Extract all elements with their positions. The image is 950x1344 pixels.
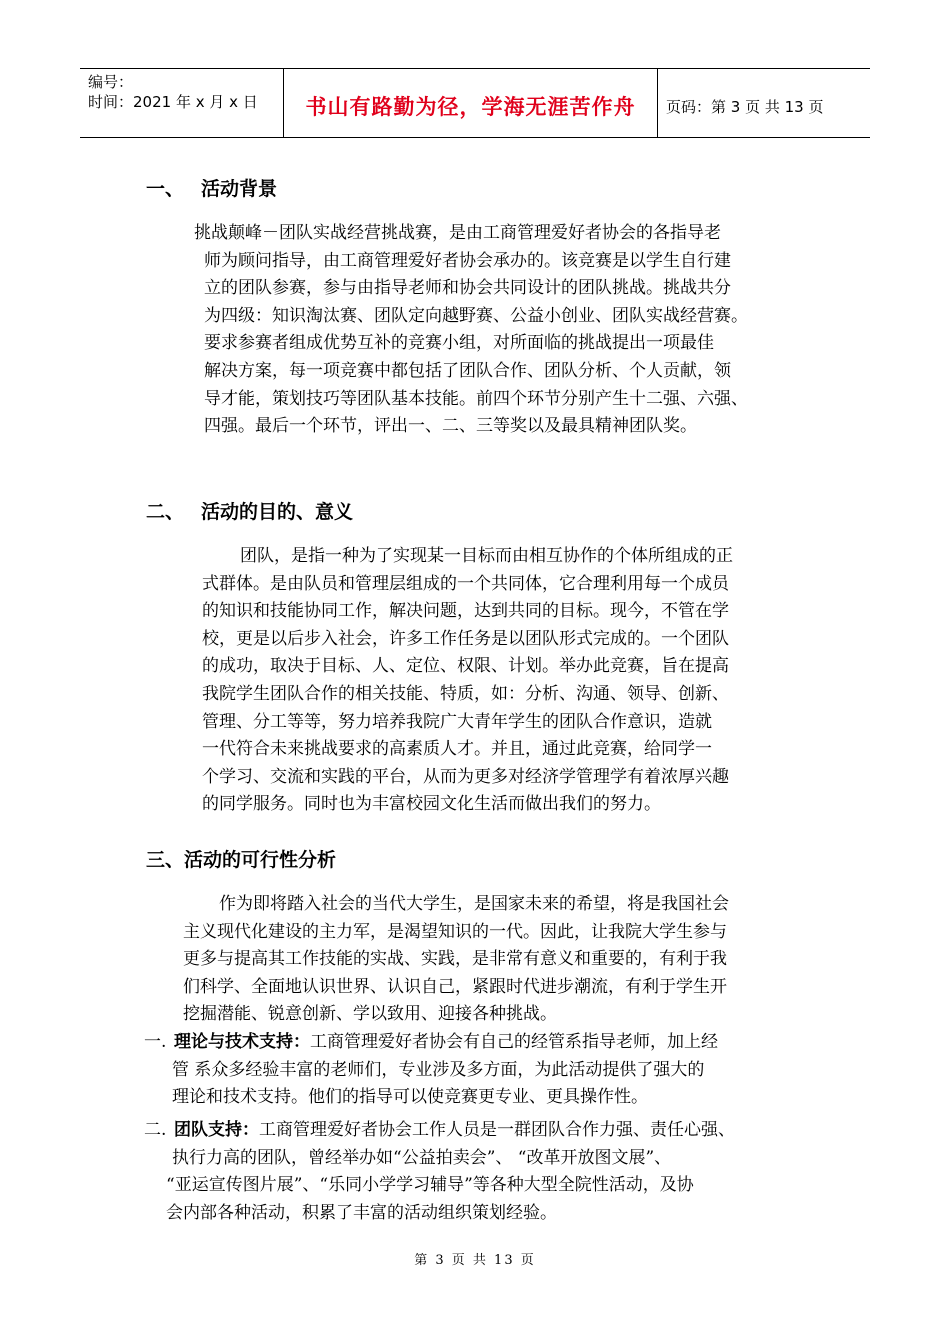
paragraph-line: 的成功，取决于目标、人、定位、权限、计划。举办此竞赛，旨在提高: [202, 656, 729, 677]
document-code-label: 编号：: [88, 73, 134, 91]
paragraph-line: 更多与提高其工作技能的实战、实践，是非常有意义和重要的，有利于我: [183, 949, 727, 970]
section-1-number: 一、: [146, 178, 185, 200]
paragraph-line: 个学习、交流和实践的平台，从而为更多对经济学管理学有着浓厚兴趣: [202, 766, 729, 787]
page-footer: 第 3 页 共 13 页: [414, 1253, 536, 1268]
section-1-title: 活动背景: [201, 178, 278, 200]
section-1-paragraph: [194, 220, 748, 441]
section-3-paragraph: [183, 891, 729, 1029]
item-first-line: 工商管理爱好者协会有自己的经管系指导老师，加上经: [310, 1032, 718, 1052]
paragraph-line: 管理、分工等等，努力培养我院广大青年学生的团队合作意识，造就: [202, 711, 712, 732]
section-2-title: 活动的目的、意义: [201, 501, 354, 523]
paragraph-line: 挖掘潜能、锐意创新、学以致用、迎接各种挑战。: [183, 1004, 557, 1025]
section-2-heading: [146, 497, 353, 524]
paragraph-line: 主义现代化建设的主力军，是渴望知识的一代。因此，让我院大学生参与: [183, 921, 727, 942]
paragraph-line: 会内部各种活动，积累了丰富的活动组织策划经验。: [166, 1202, 557, 1223]
header-motto-cell: [284, 69, 658, 137]
item-bold-heading: 理论与技术支持：: [174, 1032, 310, 1052]
paragraph-line: 团队，是指一种为了实现某一目标而由相互协作的个体所组成的正: [240, 546, 733, 566]
item-marker: 二.: [144, 1120, 167, 1140]
paragraph-line: 我院学生团队合作的相关技能、特质，如：分析、沟通、领导、创新、: [202, 683, 729, 704]
paragraph-line: 解决方案，每一项竞赛中都包括了团队合作、团队分析、个人贡献，领: [204, 360, 731, 381]
paragraph-line: 式群体。是由队员和管理层组成的一个共同体，它合理利用每一个成员: [202, 573, 729, 594]
paragraph-line: 挑战颠峰－团队实战经营挑战赛，是由工商管理爱好者协会的各指导老: [194, 223, 721, 243]
section-2-number: 二、: [146, 501, 185, 523]
item-first-line: 工商管理爱好者协会工作人员是一群团队合作力强、责任心强、: [259, 1120, 735, 1140]
paragraph-line: 管 系众多经验丰富的老师们，专业涉及多方面，为此活动提供了强大的: [172, 1059, 705, 1080]
paragraph-line: 作为即将踏入社会的当代大学生，是国家未来的希望，将是我国社会: [219, 894, 729, 914]
page-header: [80, 68, 870, 138]
section-3-heading: [146, 845, 336, 872]
item-bold-heading: 团队支持：: [174, 1120, 259, 1140]
paragraph-line: 要求参赛者组成优势互补的竞赛小组，对所面临的挑战提出一项最佳: [204, 333, 714, 354]
document-date-label: 时间：2021 年 x 月 x 日: [88, 93, 258, 111]
item-marker: 一.: [144, 1032, 167, 1052]
paragraph-line: 们科学、全面地认识世界、认识自己，紧跟时代进步潮流，有利于学生开: [183, 976, 727, 997]
paragraph-line: 导才能，策划技巧等团队基本技能。前四个环节分别产生十二强、六强、: [204, 388, 748, 409]
section-1-heading: [146, 174, 277, 201]
paragraph-line: 立的团队参赛，参与由指导老师和协会共同设计的团队挑战。挑战共分: [204, 278, 731, 299]
support-item-team: [144, 1117, 735, 1227]
paragraph-line: 师为顾问指导，由工商管理爱好者协会承办的。该竞赛是以学生自行建: [204, 250, 731, 271]
header-meta-cell: [80, 69, 284, 137]
paragraph-line: 理论和技术支持。他们的指导可以使竞赛更专业、更具操作性。: [172, 1087, 648, 1108]
paragraph-line: 校，更是以后步入社会，许多工作任务是以团队形式完成的。一个团队: [202, 628, 729, 649]
paragraph-line: 执行力高的团队，曾经举办如“公益拍卖会”、 “改革开放图文展”、: [172, 1147, 672, 1168]
paragraph-line: 四强。最后一个环节，评出一、二、三等奖以及最具精神团队奖。: [204, 416, 697, 437]
header-motto: 书山有路勤为径，学海无涯苦作舟: [305, 95, 636, 119]
paragraph-line: 的同学服务。同时也为丰富校园文化生活而做出我们的努力。: [202, 794, 661, 815]
paragraph-line: 为四级：知识淘汰赛、团队定向越野赛、公益小创业、团队实战经营赛。: [204, 305, 748, 326]
paragraph-line: 一代符合未来挑战要求的高素质人才。并且，通过此竞赛，给同学一: [202, 739, 712, 760]
paragraph-line: 的知识和技能协同工作，解决问题，达到共同的目标。现今，不管在学: [202, 601, 729, 622]
section-2-paragraph: [202, 543, 733, 819]
header-page-label: 页码：第 3 页 共 13 页: [666, 98, 824, 116]
support-item-theory: [144, 1029, 718, 1112]
section-3-title: 三、活动的可行性分析: [146, 849, 337, 871]
paragraph-line: “亚运宣传图片展”、“乐同小学学习辅导”等各种大型全院性活动，及协: [166, 1175, 694, 1196]
